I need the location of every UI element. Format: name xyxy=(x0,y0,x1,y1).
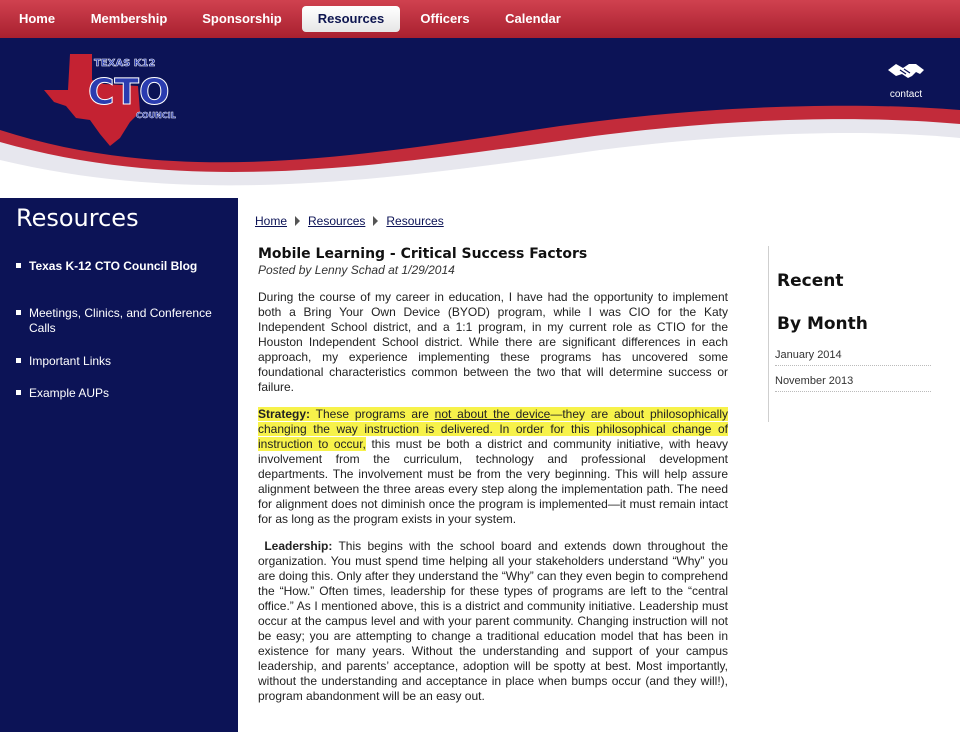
article-paragraph-intro: During the course of my career in education, I have had the opportunity to implement both a Bring Your Own Device (BYOD) program, while I was CIO for the Katy Independent School district, and a 1:1 program, in my current role as CTIO for the Houston Independent School district. While there are significant differences in each approach, my experience implementing these programs has uncovered some foundational characteristics common between the two that will determine success or failure. xyxy=(258,290,728,394)
sidebar-item-important-links[interactable] xyxy=(16,354,226,369)
texas-map-icon xyxy=(40,46,200,146)
sidebar-item-cto-blog[interactable] xyxy=(16,259,226,274)
site-header xyxy=(0,38,960,198)
blog-article xyxy=(258,246,728,716)
by-month-heading: By Month xyxy=(777,314,868,334)
strategy-text-a: These programs are xyxy=(310,407,435,421)
logo-main: CTO xyxy=(88,72,170,113)
breadcrumb-home[interactable]: Home xyxy=(255,214,288,228)
bullet-icon xyxy=(16,310,21,315)
strategy-text-rest: this must be both a district and community initiative, with heavy involvement from the curriculum, technology and professional development departments. The involvement must be from the very beginning. This will help assure alignment between the three areas every step along the implementation path. The need for alignment does not diminish once the program is implemented—it must remain intact for as long as the program exists in your system. xyxy=(258,437,729,526)
strategy-text-b: —they are about philosophically changing the way instruction is delivered. In order for this philosophical change of instruction to occur, xyxy=(258,407,729,451)
contact-label: contact xyxy=(889,89,923,100)
bullet-icon xyxy=(16,390,21,395)
breadcrumb-resources-current[interactable]: Resources xyxy=(386,214,444,228)
sidebar-item-example-aups[interactable] xyxy=(16,386,226,401)
archive-link-january-2014[interactable]: January 2014 xyxy=(775,349,931,366)
bullet-icon xyxy=(16,263,21,268)
chevron-right-icon xyxy=(373,216,378,226)
sidebar-title: Resources xyxy=(16,204,139,232)
logo-line1: TEXAS K12 xyxy=(94,58,156,69)
chevron-right-icon xyxy=(295,216,300,226)
leadership-text: This begins with the school board and extends down throughout the organization. You must spend time helping all your stakeholders understand “Why” you are doing this. Only after they understand the “Why” can they even begin to comprehend the “How.” Often times, leadership for these types of programs are left to the “central office.” As I mentioned above, this is a district and community initiative. Leadership must occur at the campus level and with your parent community. Changing instruction will not be easy; you are attempting to change a traditional education model that has been in existence for many years. Without the understanding and support of your campus leadership, and parents’ acceptance, adoption will be spotty at best. Most importantly, without the understanding and acceptance in place when bumps occur (and they will!), program abandonment will be an easy out. xyxy=(258,539,728,703)
sidebar-item-meetings[interactable] xyxy=(16,306,226,336)
blog-sidebar xyxy=(768,246,939,422)
sidebar-item-label: Texas K-12 CTO Council Blog xyxy=(29,259,198,273)
article-title: Mobile Learning - Critical Success Factors xyxy=(258,246,588,262)
sidebar xyxy=(0,198,238,732)
article-paragraph-strategy xyxy=(258,407,728,527)
top-nav xyxy=(0,0,960,39)
site-logo[interactable] xyxy=(40,46,200,146)
recent-heading: Recent xyxy=(777,271,844,291)
article-byline: Posted by Lenny Schad at 1/29/2014 xyxy=(258,263,455,277)
breadcrumb-resources[interactable]: Resources xyxy=(308,214,366,228)
nav-resources[interactable]: Resources xyxy=(302,6,400,32)
sidebar-item-label: Important Links xyxy=(29,354,112,368)
sidebar-item-label: Meetings, Clinics, and Conference Calls xyxy=(29,306,212,335)
bullet-icon xyxy=(16,358,21,363)
handshake-icon xyxy=(886,60,926,82)
strategy-underlined: not about the device xyxy=(434,407,551,421)
contact-link[interactable] xyxy=(880,60,932,100)
nav-home[interactable]: Home xyxy=(18,11,56,26)
strategy-label: Strategy: xyxy=(258,407,311,421)
logo-line3: COUNCIL xyxy=(136,111,176,120)
nav-officers[interactable]: Officers xyxy=(420,11,470,26)
leadership-label: Leadership: xyxy=(264,539,333,553)
breadcrumb xyxy=(255,214,444,228)
archive-link-november-2013[interactable]: November 2013 xyxy=(775,375,931,392)
nav-membership[interactable]: Membership xyxy=(90,11,168,26)
article-paragraph-leadership xyxy=(258,539,728,704)
nav-sponsorship[interactable]: Sponsorship xyxy=(202,11,282,26)
sidebar-item-label: Example AUPs xyxy=(29,386,110,400)
nav-calendar[interactable]: Calendar xyxy=(505,11,561,26)
